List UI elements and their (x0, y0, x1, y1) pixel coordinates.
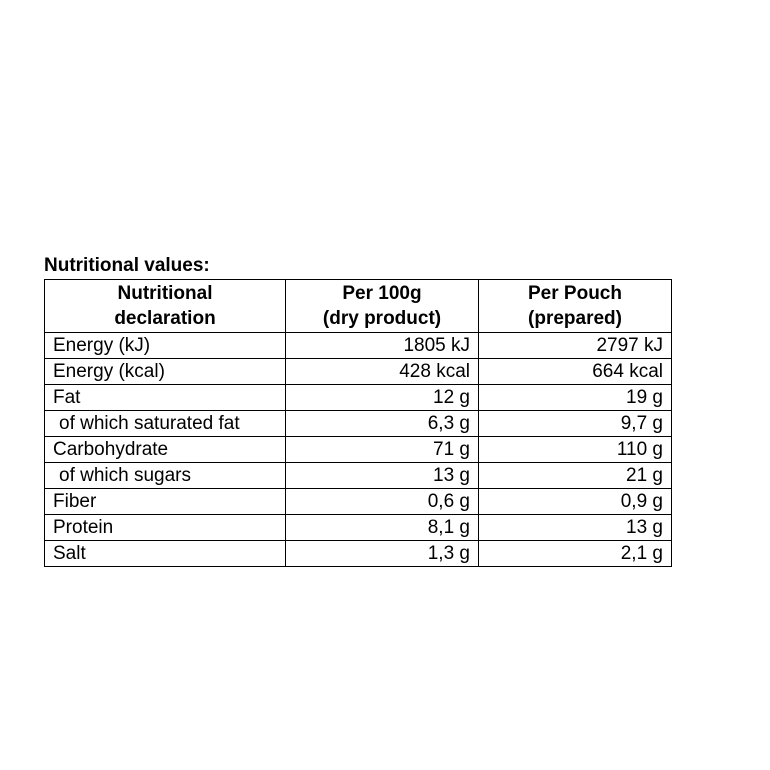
table-row (45, 333, 672, 359)
row-label: Protein (45, 515, 286, 541)
value-per-100g: 6,3 g (286, 411, 479, 437)
value-per-pouch: 9,7 g (479, 411, 672, 437)
value-per-100g: 1805 kJ (286, 333, 479, 359)
nutrition-table (44, 279, 672, 567)
row-label: Carbohydrate (45, 437, 286, 463)
row-label: Energy (kJ) (45, 333, 286, 359)
value-per-pouch: 13 g (479, 515, 672, 541)
value-per-100g: 12 g (286, 385, 479, 411)
header-nutritional-declaration (45, 280, 286, 333)
value-per-100g: 0,6 g (286, 489, 479, 515)
table-row (45, 541, 672, 567)
header-line: Per 100g (342, 283, 422, 304)
table-title: Nutritional values: (44, 255, 210, 276)
row-label: of which saturated fat (45, 411, 286, 437)
header-line: (dry product) (322, 308, 442, 329)
value-per-100g: 428 kcal (286, 359, 479, 385)
header-line: Nutritional (117, 283, 213, 304)
value-per-100g: 71 g (286, 437, 479, 463)
table-row (45, 411, 672, 437)
header-line: declaration (114, 308, 216, 329)
value-per-100g: 1,3 g (286, 541, 479, 567)
header-per-pouch (479, 280, 672, 333)
value-per-pouch: 110 g (479, 437, 672, 463)
table-header-row (45, 280, 672, 333)
table-row (45, 359, 672, 385)
value-per-pouch: 2,1 g (479, 541, 672, 567)
table-row (45, 489, 672, 515)
table-row (45, 463, 672, 489)
value-per-100g: 8,1 g (286, 515, 479, 541)
value-per-pouch: 2797 kJ (479, 333, 672, 359)
value-per-100g: 13 g (286, 463, 479, 489)
row-label: Salt (45, 541, 286, 567)
header-line: (prepared) (528, 308, 622, 329)
value-per-pouch: 21 g (479, 463, 672, 489)
table-row (45, 385, 672, 411)
header-per-100g (286, 280, 479, 333)
value-per-pouch: 19 g (479, 385, 672, 411)
row-label: of which sugars (45, 463, 286, 489)
table-row (45, 515, 672, 541)
header-line: Per Pouch (528, 283, 622, 304)
row-label: Fiber (45, 489, 286, 515)
value-per-pouch: 0,9 g (479, 489, 672, 515)
row-label: Energy (kcal) (45, 359, 286, 385)
value-per-pouch: 664 kcal (479, 359, 672, 385)
row-label: Fat (45, 385, 286, 411)
table-row (45, 437, 672, 463)
